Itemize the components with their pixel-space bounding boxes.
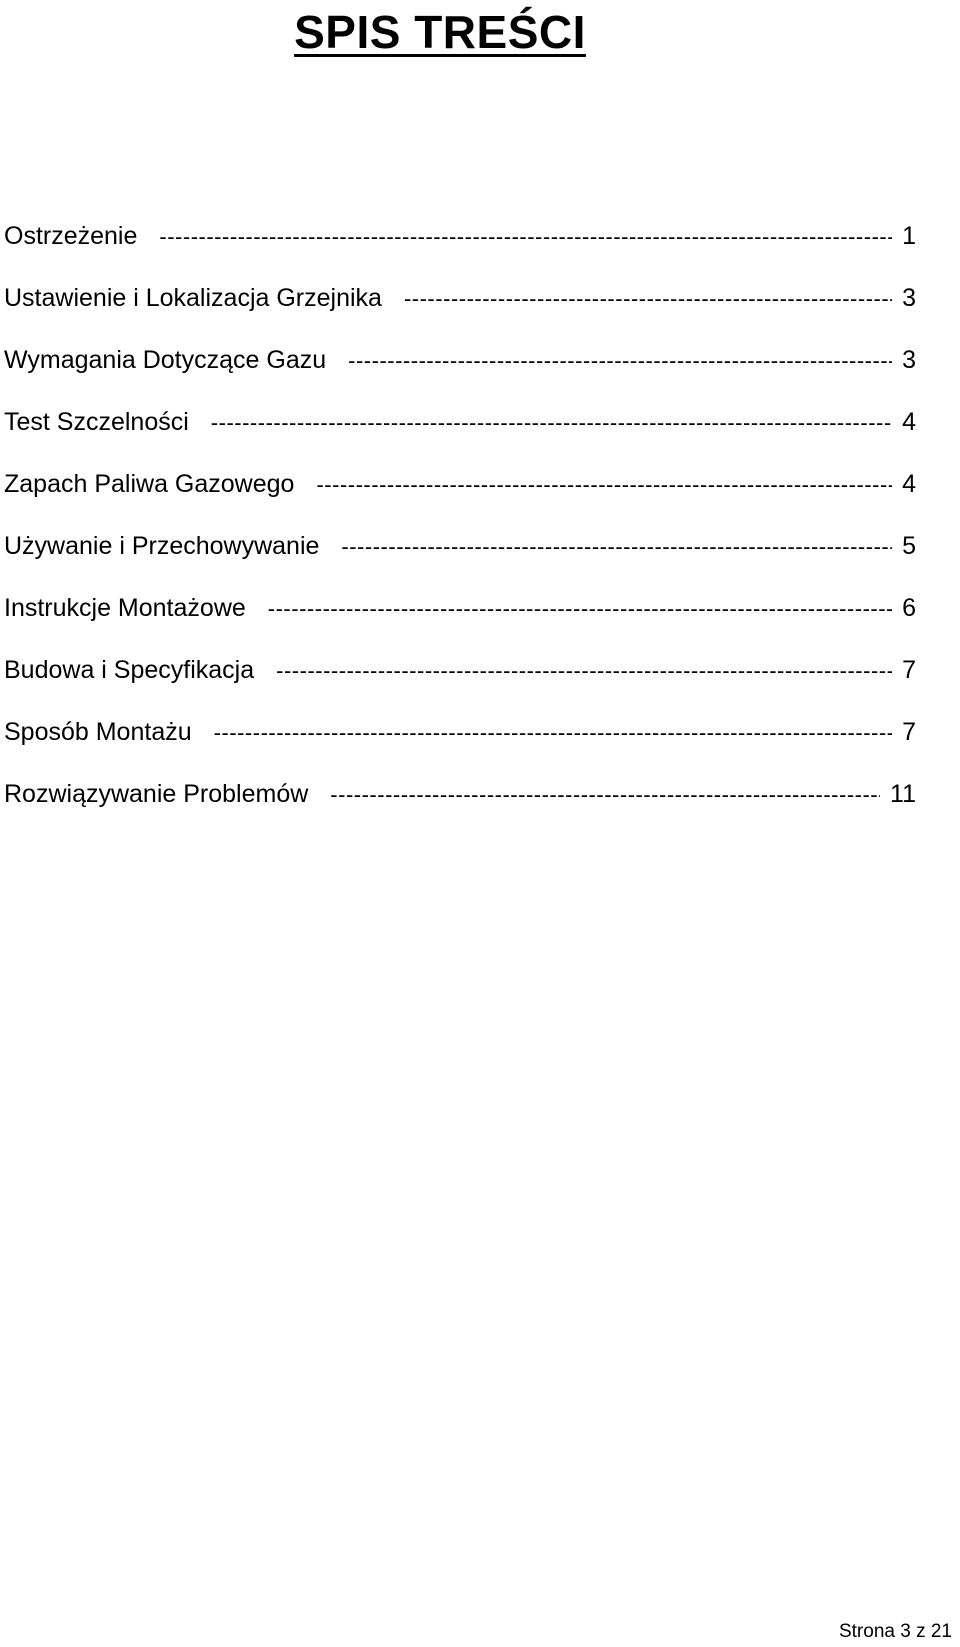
toc-entry-uzywanie[interactable]	[4, 529, 916, 591]
toc-entry-label: Rozwiązywanie Problemów	[4, 780, 309, 808]
toc-entry-label: Wymagania Dotyczące Gazu	[4, 346, 327, 374]
toc-entry-page: 3	[902, 284, 916, 312]
toc-leader-dashes	[214, 716, 892, 750]
toc-leader-dashes	[268, 592, 892, 626]
toc-entry-page: 5	[902, 532, 916, 560]
toc-entry-page: 4	[902, 408, 916, 436]
table-of-contents	[4, 219, 916, 839]
toc-entry-budowa[interactable]	[4, 653, 916, 715]
toc-entry-label: Używanie i Przechowywanie	[4, 532, 320, 560]
toc-leader-dashes	[330, 778, 880, 812]
toc-entry-wymagania[interactable]	[4, 343, 916, 405]
toc-entry-label: Test Szczelności	[4, 408, 189, 436]
toc-entry-test[interactable]	[4, 405, 916, 467]
toc-entry-rozwiazywanie[interactable]	[4, 777, 916, 839]
toc-entry-page: 7	[902, 718, 916, 746]
toc-entry-zapach[interactable]	[4, 467, 916, 529]
toc-leader-dashes	[348, 344, 892, 378]
toc-entry-ostrzezenie[interactable]	[4, 219, 916, 281]
toc-entry-page: 6	[902, 594, 916, 622]
toc-entry-label: Sposób Montażu	[4, 718, 192, 746]
toc-leader-dashes	[316, 468, 892, 502]
toc-entry-page: 7	[902, 656, 916, 684]
toc-entry-ustawienie[interactable]	[4, 281, 916, 343]
toc-entry-page: 11	[890, 780, 916, 808]
toc-entry-instrukcje[interactable]	[4, 591, 916, 653]
toc-leader-dashes	[276, 654, 892, 688]
toc-leader-dashes	[211, 406, 892, 440]
toc-leader-dashes	[159, 220, 892, 254]
toc-entry-page: 3	[902, 346, 916, 374]
page-number-footer: Strona 3 z 21	[838, 1621, 952, 1642]
page-title: SPIS TREŚCI	[294, 6, 586, 58]
toc-entry-sposob[interactable]	[4, 715, 916, 777]
toc-entry-label: Instrukcje Montażowe	[4, 594, 246, 622]
toc-leader-dashes	[404, 282, 892, 316]
toc-entry-page: 1	[902, 222, 916, 250]
toc-entry-page: 4	[902, 470, 916, 498]
toc-entry-label: Ostrzeżenie	[4, 222, 138, 250]
toc-entry-label: Ustawienie i Lokalizacja Grzejnika	[4, 284, 382, 312]
toc-entry-label: Budowa i Specyfikacja	[4, 656, 255, 684]
toc-leader-dashes	[341, 530, 892, 564]
toc-entry-label: Zapach Paliwa Gazowego	[4, 470, 295, 498]
